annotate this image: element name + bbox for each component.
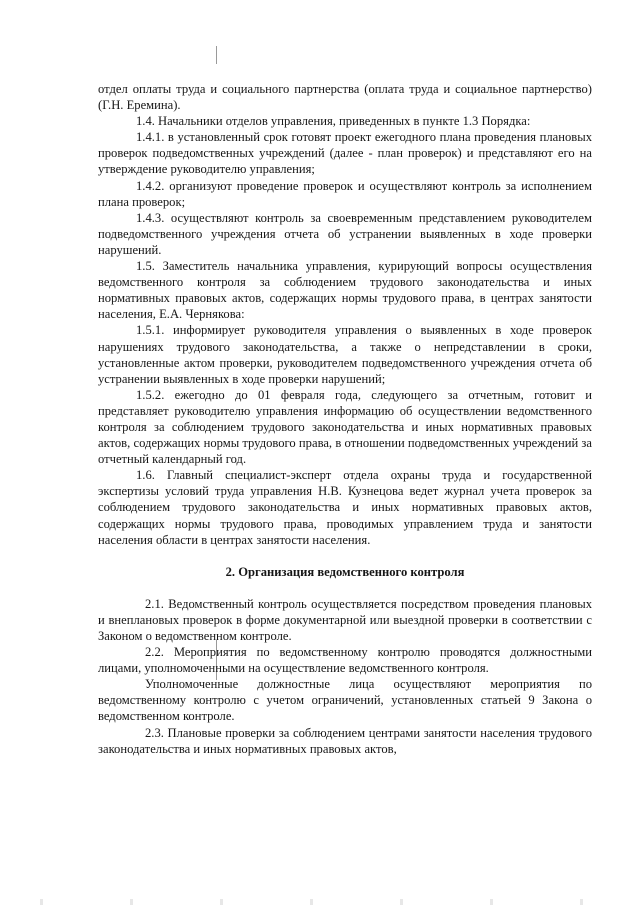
paragraph-1-5-2: 1.5.2. ежегодно до 01 февраля года, следующего за отчетным, готовит и представляет руководителю управления информацию об осуществлении ведомственного контроля за соблюдением трудового законодательства и иных нормативных правовых актов, содержащих нормы трудового права, в отношении подведомственных учреждений за отчетный календарный год. — [98, 387, 592, 467]
section-heading: 2. Организация ведомственного контроля — [225, 564, 465, 579]
paragraph-1-4-1: 1.4.1. в установленный срок готовят проект ежегодного плана проведения плановых проверок подведомственных учреждений (далее - план проверок) и представляют его на утверждение руководителю управления; — [98, 130, 592, 177]
paragraph-1-4-3: 1.4.3. осуществляют контроль за своевременным представлением руководителем подведомственного учреждения отчета об устранении выявленных в ходе проверки нарушений. — [98, 210, 592, 257]
paragraph-1-6: 1.6. Главный специалист-эксперт отдела охраны труда и государственной экспертизы условий труда управления Н.В. Кузнецова ведет журнал учета проверок за соблюдением трудового законодательства и иных нормативных правовых актов, содержащих нормы трудового права, проводимых управлением труда и занятости населения области в центрах занятости населения. — [98, 468, 592, 547]
paragraph-continuation: отдел оплаты труда и социального партнерства (оплата труда и социальное партнерство) (Г.Н. Еремина). — [98, 82, 592, 113]
paragraph-2-1: 2.1. Ведомственный контроль осуществляется посредством проведения плановых и внеплановых проверок в форме документарной или выездной проверки в соответствии с Законом о ведомственном контроле. — [98, 596, 592, 643]
paragraph-2-2: 2.2. Мероприятия по ведомственному контролю проводятся должностными лицами, уполномоченными на осуществление ведомственного контроля. — [98, 645, 592, 676]
paragraph-1-5-1: 1.5.1. информирует руководителя управления о выявленных в ходе проверок нарушениях трудового законодательства, а также о непредставлении в сроки, установленные актом проверки, руководителем подведомственного учреждения отчета об устранении выявленных в ходе проверки нарушений; — [98, 323, 592, 386]
scan-artifact-top — [216, 46, 217, 64]
document-body — [98, 81, 592, 757]
paragraph-1-4-2: 1.4.2. организуют проведение проверок и осуществляют контроль за исполнением плана проверок; — [98, 178, 592, 209]
paragraph-1-5: 1.5. Заместитель начальника управления, курирующий вопросы осуществления ведомственного контроля за соблюдением трудового законодательства и иных нормативных правовых актов, содержащих нормы трудового права, в центрах занятости населения, Е.А. Чернякова: — [98, 259, 592, 322]
paragraph-2-3: 2.3. Плановые проверки за соблюдением центрами занятости населения трудового законодательства и иных нормативных правовых актов, — [98, 725, 592, 756]
paragraph-1-4: 1.4. Начальники отделов управления, приведенных в пункте 1.3 Порядка: — [136, 114, 531, 129]
paragraph-authorized-persons: Уполномоченные должностные лица осуществляют мероприятия по ведомственному контролю с учетом ограничений, установленных статьей 9 Закона о ведомственном контроле. — [98, 677, 592, 724]
scan-bottom-edge — [0, 899, 640, 905]
